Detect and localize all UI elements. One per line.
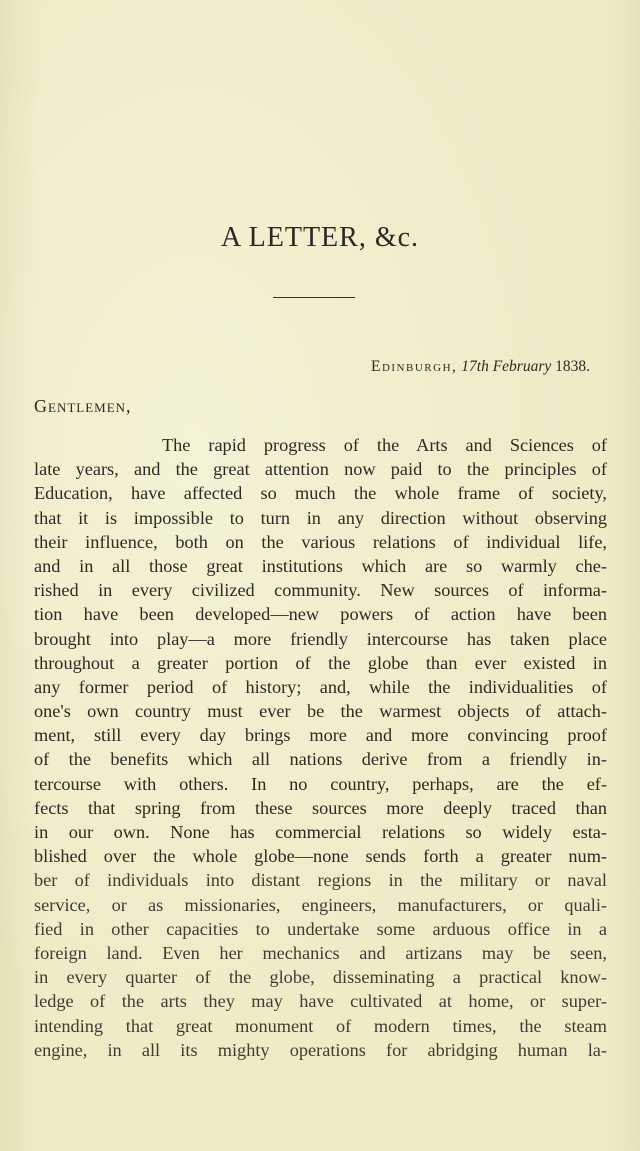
body-line: late years, and the great attention now paid to the principles of xyxy=(34,459,607,480)
body-line: blished over the whole globe—none sends forth a greater num- xyxy=(34,846,607,867)
body-line: rished in every civilized community. New sources of informa- xyxy=(34,580,607,601)
body-line: ber of individuals into distant regions in the military or naval xyxy=(34,870,607,891)
body-line: service, or as missionaries, engineers, manufacturers, or quali- xyxy=(34,894,607,915)
body-line: one's own country must ever be the warmest objects of attach- xyxy=(34,701,607,722)
body-line: fects that spring from these sources more deeply traced than xyxy=(34,797,607,818)
body-line: fied in other capacities to undertake some arduous office in a xyxy=(34,918,607,939)
body-line: The rapid progress of the Arts and Sciences of xyxy=(162,435,607,455)
body-line: any former period of history; and, while the individualities of xyxy=(34,676,607,697)
body-line: that it is impossible to turn in any direction without observing xyxy=(34,507,607,528)
dateline-place: Edinburgh, xyxy=(370,358,458,375)
page-title: A LETTER, &c. xyxy=(220,222,420,253)
body-line: Education, have affected so much the whole frame of society, xyxy=(34,483,607,504)
body-line: ledge of the arts they may have cultivated at home, or super- xyxy=(34,991,607,1012)
dateline-year: 1838. xyxy=(555,358,590,375)
salutation: Gentlemen, xyxy=(34,396,132,416)
title-divider xyxy=(273,297,355,298)
body-line: foreign land. Even her mechanics and artizans may be seen, xyxy=(34,942,607,963)
dateline xyxy=(371,358,590,376)
body-line: tion have been developed—new powers of action have been xyxy=(34,604,607,625)
body-line: ment, still every day brings more and more convincing proof xyxy=(34,725,607,746)
dateline-date: 17th February xyxy=(461,358,552,375)
body-line: engine, in all its mighty operations for abridging human la- xyxy=(34,1039,607,1060)
body-line: brought into play—a more friendly intercourse has taken place xyxy=(34,628,607,649)
body-line: in our own. None has commercial relations so widely esta- xyxy=(34,822,607,842)
body-line: throughout a greater portion of the globe than ever existed in xyxy=(34,652,607,673)
body-line: and in all those great institutions which are so warmly che- xyxy=(34,555,607,576)
body-line: their influence, both on the various relations of individual life, xyxy=(34,531,607,552)
body-line: of the benefits which all nations derive from a friendly in- xyxy=(34,749,607,770)
body-line: intending that great monument of modern times, the steam xyxy=(34,1015,607,1036)
body-line: in every quarter of the globe, disseminating a practical know- xyxy=(34,967,607,988)
body-line: tercourse with others. In no country, perhaps, are the ef- xyxy=(34,773,607,794)
letter-body xyxy=(34,433,607,1062)
